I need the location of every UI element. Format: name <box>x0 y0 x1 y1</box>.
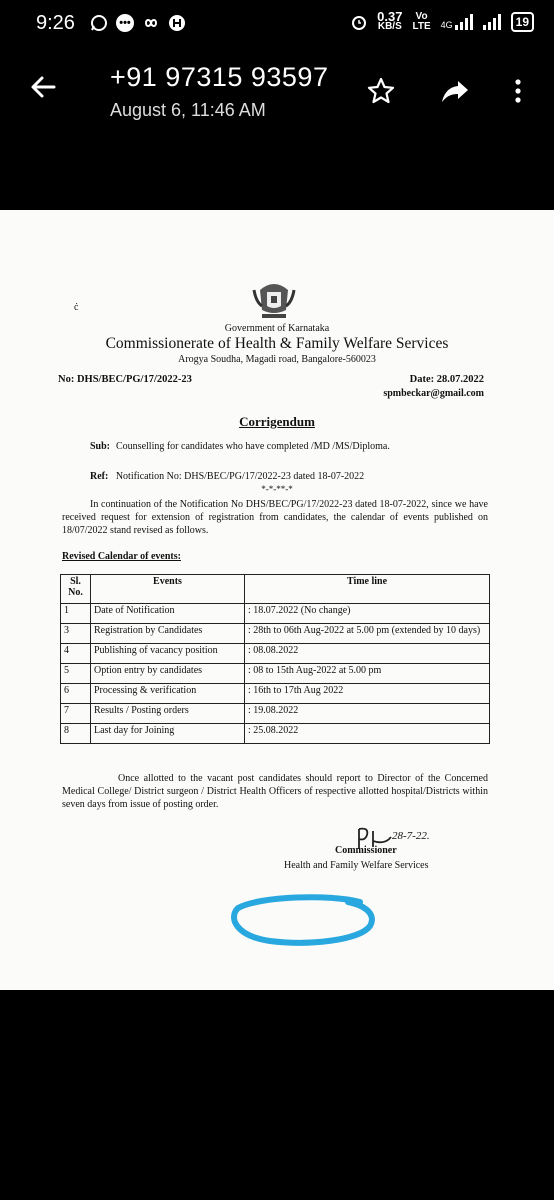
document-email: spmbeckar@gmail.com <box>383 388 484 399</box>
star-icon[interactable] <box>366 76 396 106</box>
row-event: Date of Notification <box>91 604 245 624</box>
subject-text: Counselling for candidates who have completed /MD /MS/Diploma. <box>116 441 390 452</box>
signatory-department: Health and Family Welfare Services <box>284 860 429 871</box>
table-row <box>61 604 490 624</box>
department-address: Arogya Soudha, Magadi road, Bangalore-560023 <box>178 354 376 365</box>
table-row <box>61 724 490 744</box>
row-no: 8 <box>61 724 91 744</box>
row-no: 7 <box>61 704 91 724</box>
reference-label: Ref: <box>90 471 109 482</box>
margin-mark: ċ <box>74 302 79 313</box>
row-time: : 16th to 17th Aug 2022 <box>245 684 490 704</box>
network-type: 4G <box>440 20 453 30</box>
calendar-table <box>60 574 490 744</box>
speed-value: 0.37 <box>377 9 403 24</box>
separator: *-*-**-* <box>261 484 293 494</box>
speed-unit: KB/S <box>377 21 402 32</box>
subject-table <box>90 441 390 453</box>
closing-paragraph: Once allotted to the vacant post candidates should report to Director of the Concerned Medical College/ District surgeon / District Health Officers of respective allotted hospital/Districts within seven days from issue of posting order. <box>62 773 488 810</box>
signal-4g <box>441 14 473 30</box>
document-image[interactable] <box>0 210 554 990</box>
signature-date: 28-7-22. <box>392 830 430 842</box>
subject-label: Sub: <box>90 441 111 452</box>
row-no: 5 <box>61 664 91 684</box>
app-bar <box>0 48 554 140</box>
row-event: Option entry by candidates <box>91 664 245 684</box>
department-name: Commissionerate of Health & Family Welfare Services <box>105 335 449 352</box>
status-bar <box>0 0 554 48</box>
table-row <box>61 664 490 684</box>
volte-top: Vo <box>415 11 428 22</box>
row-time: : 18.07.2022 (No change) <box>245 604 490 624</box>
table-row <box>61 684 490 704</box>
reference-line <box>90 471 364 482</box>
more-vert-icon[interactable] <box>508 76 528 106</box>
row-time: : 08.08.2022 <box>245 644 490 664</box>
document-heading: Corrigendum <box>239 414 315 429</box>
whatsapp-icon <box>90 14 108 32</box>
network-speed <box>377 9 403 32</box>
volte-bottom: LTE <box>412 21 431 32</box>
system-icons <box>351 9 534 32</box>
row-no: 6 <box>61 684 91 704</box>
row-no: 4 <box>61 644 91 664</box>
karnataka-emblem-icon <box>250 276 298 324</box>
document-date: Date: 28.07.2022 <box>409 374 484 385</box>
status-time: 9:26 <box>36 12 75 34</box>
body-paragraph: In continuation of the Notification No DHS/BEC/PG/17/2022-23 dated 18-07-2022, since we have received request for extension of registration from candidates, the calendar of events published on 18/07/2022 stand revised as follows. <box>62 499 488 536</box>
battery-icon: 19 <box>511 12 534 32</box>
header-events: Events <box>91 575 245 604</box>
notification-icons <box>90 14 186 32</box>
table-title: Revised Calendar of events: <box>62 551 181 562</box>
signal-bars-2-icon <box>483 14 501 30</box>
table-header-row <box>61 575 490 604</box>
subject-line <box>90 441 420 453</box>
reference-number: No: DHS/BEC/PG/17/2022-23 <box>58 374 192 385</box>
table-row <box>61 624 490 644</box>
row-time: : 25.08.2022 <box>245 724 490 744</box>
highlight-circle <box>230 894 376 946</box>
header-sl-no: Sl. No. <box>61 575 91 604</box>
message-datetime: August 6, 11:46 AM <box>110 100 266 120</box>
row-event: Registration by Candidates <box>91 624 245 644</box>
row-event: Results / Posting orders <box>91 704 245 724</box>
signal-bars-icon <box>455 14 473 30</box>
row-event: Last day for Joining <box>91 724 245 744</box>
row-no: 1 <box>61 604 91 624</box>
alarm-icon <box>351 14 367 30</box>
back-arrow-icon[interactable] <box>28 72 58 102</box>
row-time: : 28th to 06th Aug-2022 at 5.00 pm (extended by 10 days) <box>245 624 490 644</box>
row-event: Publishing of vacancy position <box>91 644 245 664</box>
row-time: : 19.08.2022 <box>245 704 490 724</box>
row-no: 3 <box>61 624 91 644</box>
row-time: : 08 to 15th Aug-2022 at 5.00 pm <box>245 664 490 684</box>
message-icon: ••• <box>116 14 134 32</box>
table-row <box>61 704 490 724</box>
volte-indicator <box>412 12 430 32</box>
infinity-icon <box>142 17 160 29</box>
contact-number: +91 97315 93597 <box>110 62 329 92</box>
government-line: Government of Karnataka <box>224 323 330 334</box>
app-notification-icon <box>168 14 186 32</box>
table-row <box>61 644 490 664</box>
header-timeline: Time line <box>245 575 490 604</box>
share-icon[interactable] <box>440 76 470 106</box>
signatory-title: Commissioner <box>335 845 397 856</box>
reference-text: Notification No: DHS/BEC/PG/17/2022-23 dated 18-07-2022 <box>115 471 365 482</box>
row-event: Processing & verification <box>91 684 245 704</box>
